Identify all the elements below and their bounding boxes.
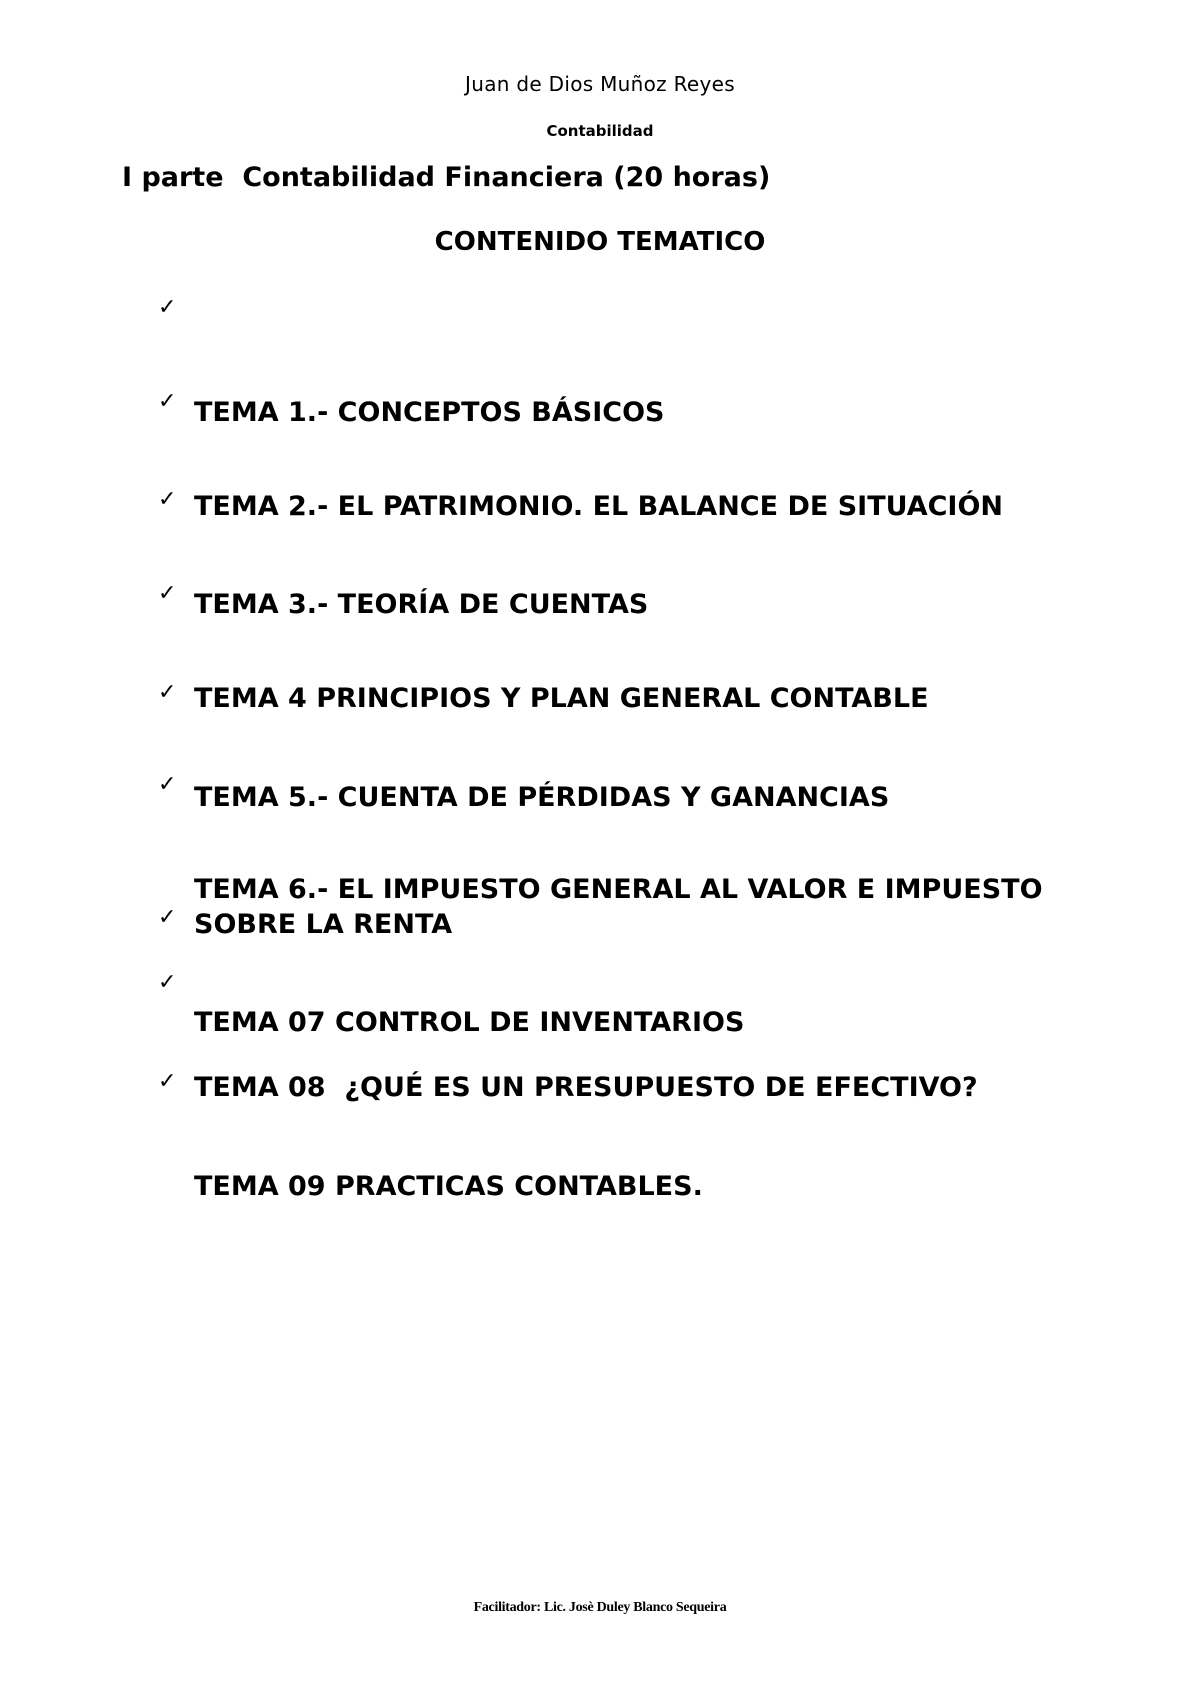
checkmark-icon: ✓ — [158, 1069, 177, 1094]
topic-text: TEMA 08 ¿QUÉ ES UN PRESUPUESTO DE EFECTIVO? — [194, 1072, 978, 1103]
checkmark-icon: ✓ — [158, 970, 177, 995]
part-heading: I parte Contabilidad Financiera (20 horas) — [122, 162, 771, 193]
subject-label: Contabilidad — [546, 122, 654, 140]
topic-text: TEMA 6.- EL IMPUESTO GENERAL AL VALOR E IMPUESTO SOBRE LA RENTA — [194, 874, 1052, 940]
checkmark-icon: ✓ — [158, 487, 177, 512]
checkmark-icon: ✓ — [158, 680, 177, 705]
topic-text: TEMA 1.- CONCEPTOS BÁSICOS — [194, 397, 665, 428]
checkmark-icon: ✓ — [158, 295, 177, 320]
section-title: CONTENIDO TEMATICO — [434, 227, 766, 257]
author-name: Juan de Dios Muñoz Reyes — [465, 72, 735, 96]
topic-item — [158, 1064, 1118, 1274]
checkmark-icon: ✓ — [158, 905, 177, 930]
topic-text: TEMA 5.- CUENTA DE PÉRDIDAS Y GANANCIAS — [194, 782, 890, 813]
topic-text: TEMA 2.- EL PATRIMONIO. EL BALANCE DE SITUACIÓN — [194, 491, 1004, 522]
checkmark-icon: ✓ — [158, 772, 177, 797]
topic-text: TEMA 09 PRACTICAS CONTABLES. — [194, 1171, 703, 1202]
checkmark-icon: ✓ — [158, 581, 177, 606]
footer-facilitator: Facilitador: Lic. Josè Duley Blanco Sequeira — [473, 1600, 727, 1615]
topic-text: TEMA 4 PRINCIPIOS Y PLAN GENERAL CONTABLE — [194, 683, 929, 714]
topic-text: TEMA 07 CONTROL DE INVENTARIOS — [194, 1007, 745, 1038]
checkmark-icon: ✓ — [158, 389, 177, 414]
topic-text: TEMA 3.- TEORÍA DE CUENTAS — [194, 589, 649, 620]
